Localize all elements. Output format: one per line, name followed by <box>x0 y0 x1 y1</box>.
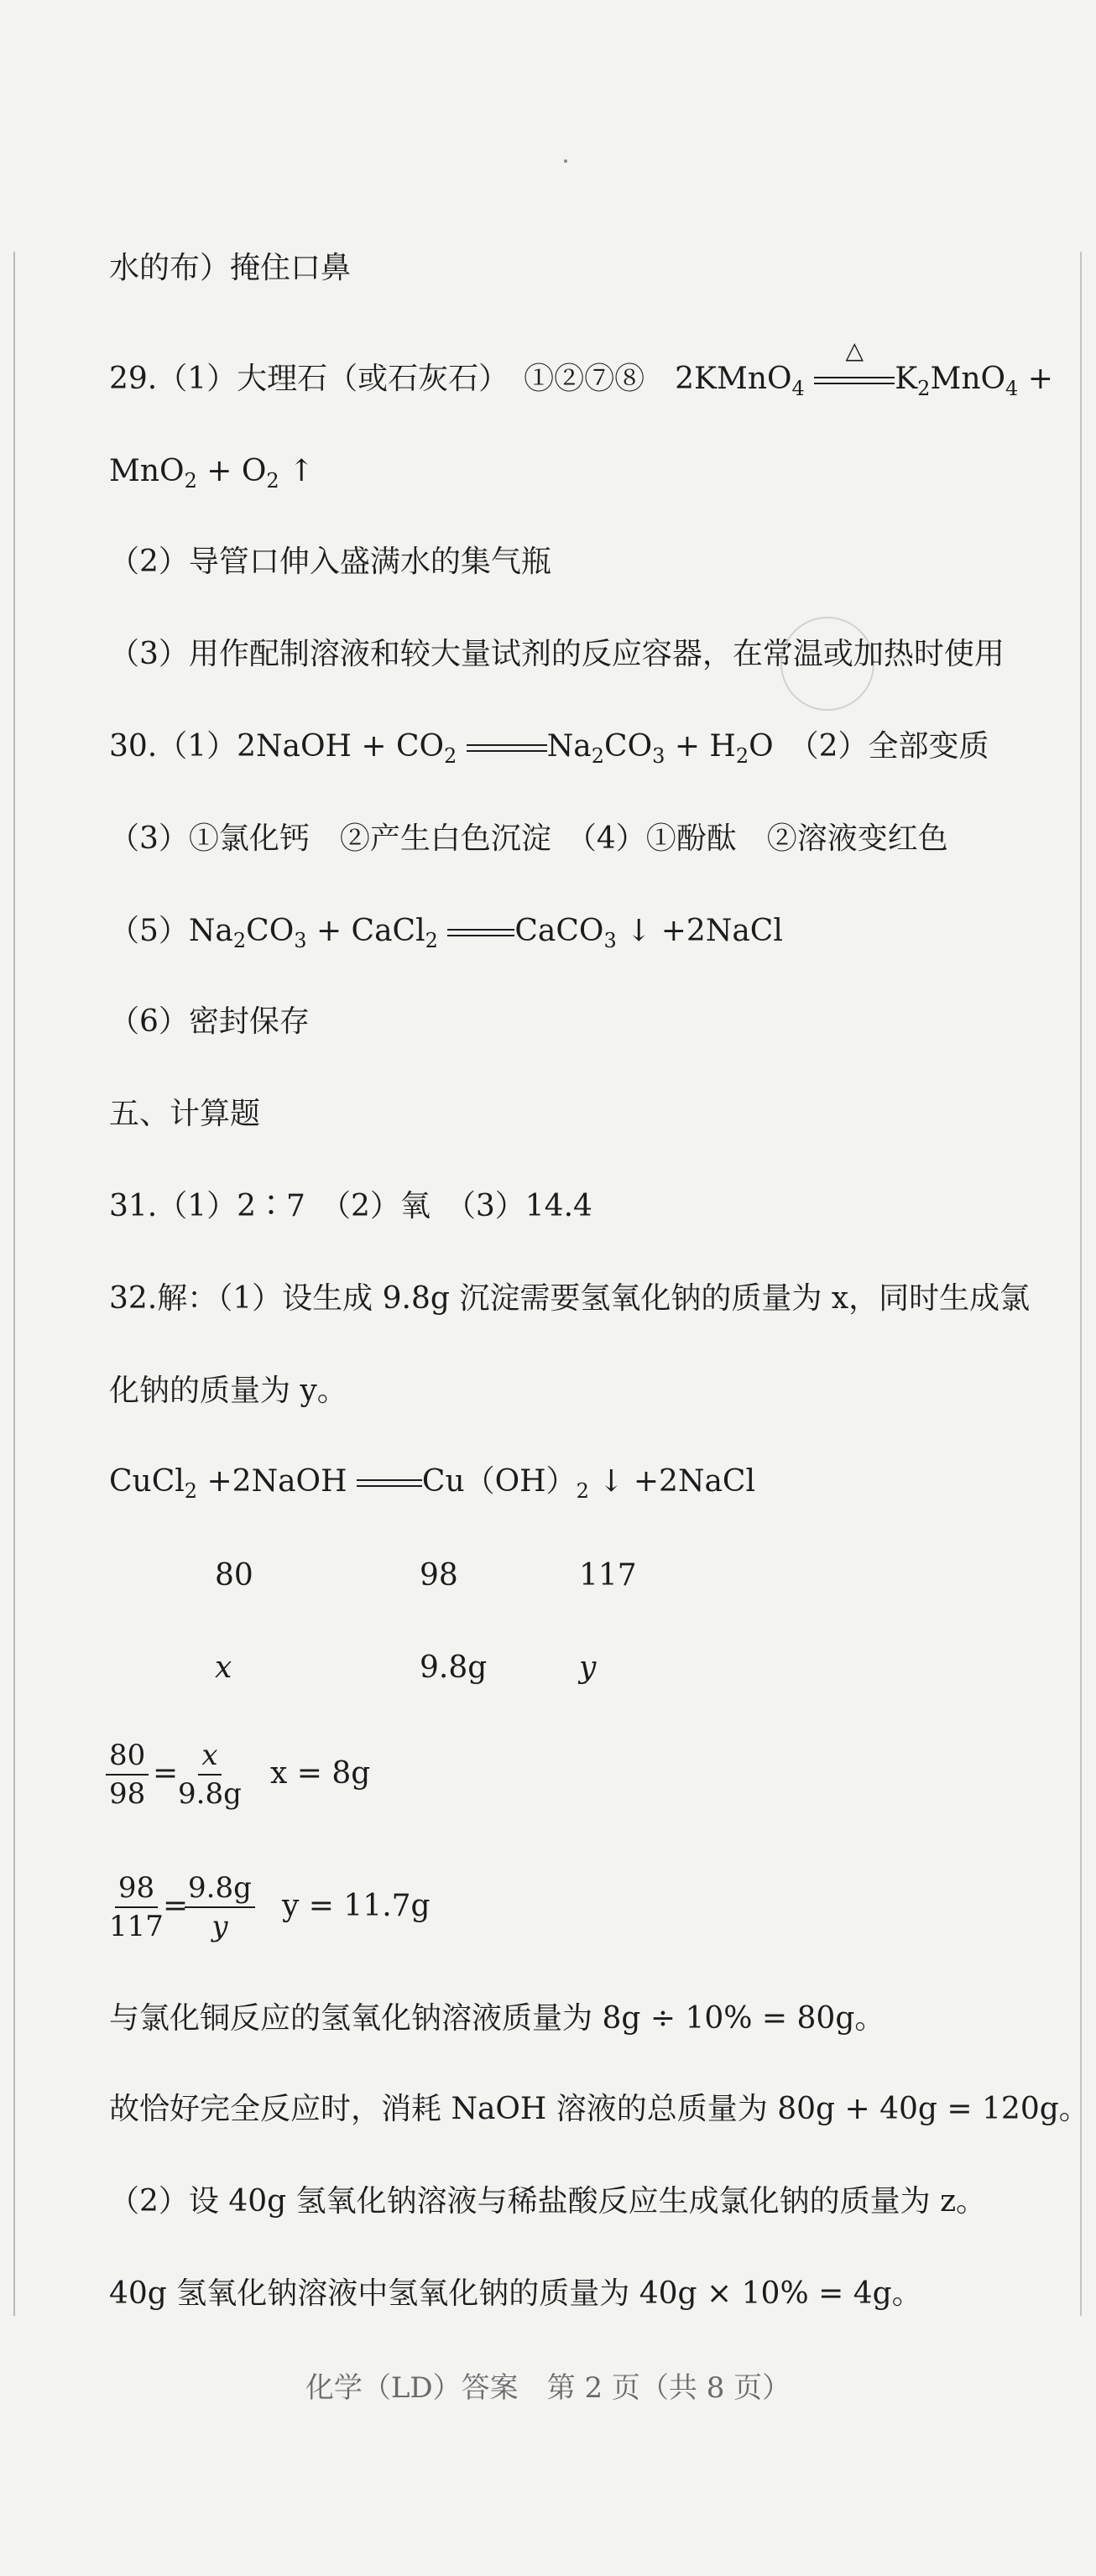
mass-80: 80 <box>215 1558 253 1593</box>
line-total-naoh: 故恰好完全反应时，消耗 NaOH 溶液的总质量为 80g + 40g = 120g。 <box>109 2092 1089 2126</box>
fraction-equals: = <box>153 1756 179 1791</box>
mass-98: 98 <box>420 1558 458 1593</box>
line-30-1: 30.（1）2NaOH + $CO_2$ $Na_2CO_3 + H_2O$ （2）全部变质 <box>109 729 989 769</box>
equals-sign <box>447 925 514 941</box>
value-9-8g: 9.8g <box>420 1650 488 1685</box>
line-32-2: （2）设 40g 氢氧化钠溶液与稀盐酸反应生成氯化钠的质量为 z。 <box>109 2184 987 2219</box>
line-32-intro: 32.解：（1）设生成 9.8g 沉淀需要氢氧化钠的质量为 x，同时生成氯 <box>109 1281 1031 1316</box>
line-29-1: 29.（1）大理石（或石灰石） ①②⑦⑧ 2KMnO$_4$ △ $K_2MnO_4$ + <box>109 361 1053 407</box>
fraction-9-8g-y: $\frac{9.8g}{y}$ <box>185 1869 255 1945</box>
line-32-intro-cont: 化钠的质量为 y。 <box>109 1374 347 1408</box>
section-heading: 五、计算题 <box>109 1097 261 1131</box>
var-x: x <box>215 1650 232 1685</box>
right-border-rule <box>1080 252 1082 2316</box>
line-29-3: （3）用作配制溶液和较大量试剂的反应容器，在常温或加热时使用 <box>109 637 1005 671</box>
fraction-x-9-8g: $\frac{x}{9.8g}$ <box>178 1739 242 1811</box>
line-30-6: （6）密封保存 <box>109 1004 310 1039</box>
heat-equals-sign <box>814 336 895 398</box>
mass-117: 117 <box>579 1558 637 1593</box>
fraction-equals-2: = <box>163 1889 189 1923</box>
line-29-2: （2）导管口伸入盛满水的集气瓶 <box>109 545 551 579</box>
equation-cucl2: CuCl$_2$ +2NaOH $Cu(OH)_2$ ↓ +2NaCl <box>109 1464 755 1504</box>
line-1: 水的布）掩住口鼻 <box>109 251 352 285</box>
equals-sign <box>357 1475 422 1492</box>
line-naoh-cucl2: 与氯化铜反应的氢氧化钠溶液质量为 8g ÷ 10% = 80g。 <box>109 2001 885 2036</box>
equals-sign <box>467 740 547 757</box>
heat-triangle: △ <box>845 336 864 364</box>
line-naoh-mass: 40g 氢氧化钠溶液中氢氧化钠的质量为 40g × 10% = 4g。 <box>109 2276 922 2311</box>
fraction-80-98: $\frac{80}{98}$ <box>106 1737 149 1812</box>
line-29-1-cont: $MnO_2 + O_2$ ↑ <box>109 454 315 493</box>
fraction-98-117: $\frac{98}{117}$ <box>109 1871 164 1943</box>
result-y: y = 11.7g <box>282 1889 431 1923</box>
left-border-rule <box>13 252 15 2316</box>
var-y: y <box>579 1650 597 1685</box>
speck <box>564 159 567 163</box>
page-footer: 化学（LD）答案 第 2 页（共 8 页） <box>305 2371 791 2405</box>
result-x: x = 8g <box>270 1756 371 1791</box>
line-30-5: $(5)Na_2CO_3$ + CaCl$_2$ CaCO$_3$ ↓ +2NaCl <box>109 914 783 953</box>
line-31: 31.（1）2∶7 （2）氧 （3）14.4 <box>109 1189 592 1223</box>
line-30-3: （3）①氯化钙 ②产生白色沉淀 （4）①酚酞 ②溶液变红色 <box>109 821 948 856</box>
